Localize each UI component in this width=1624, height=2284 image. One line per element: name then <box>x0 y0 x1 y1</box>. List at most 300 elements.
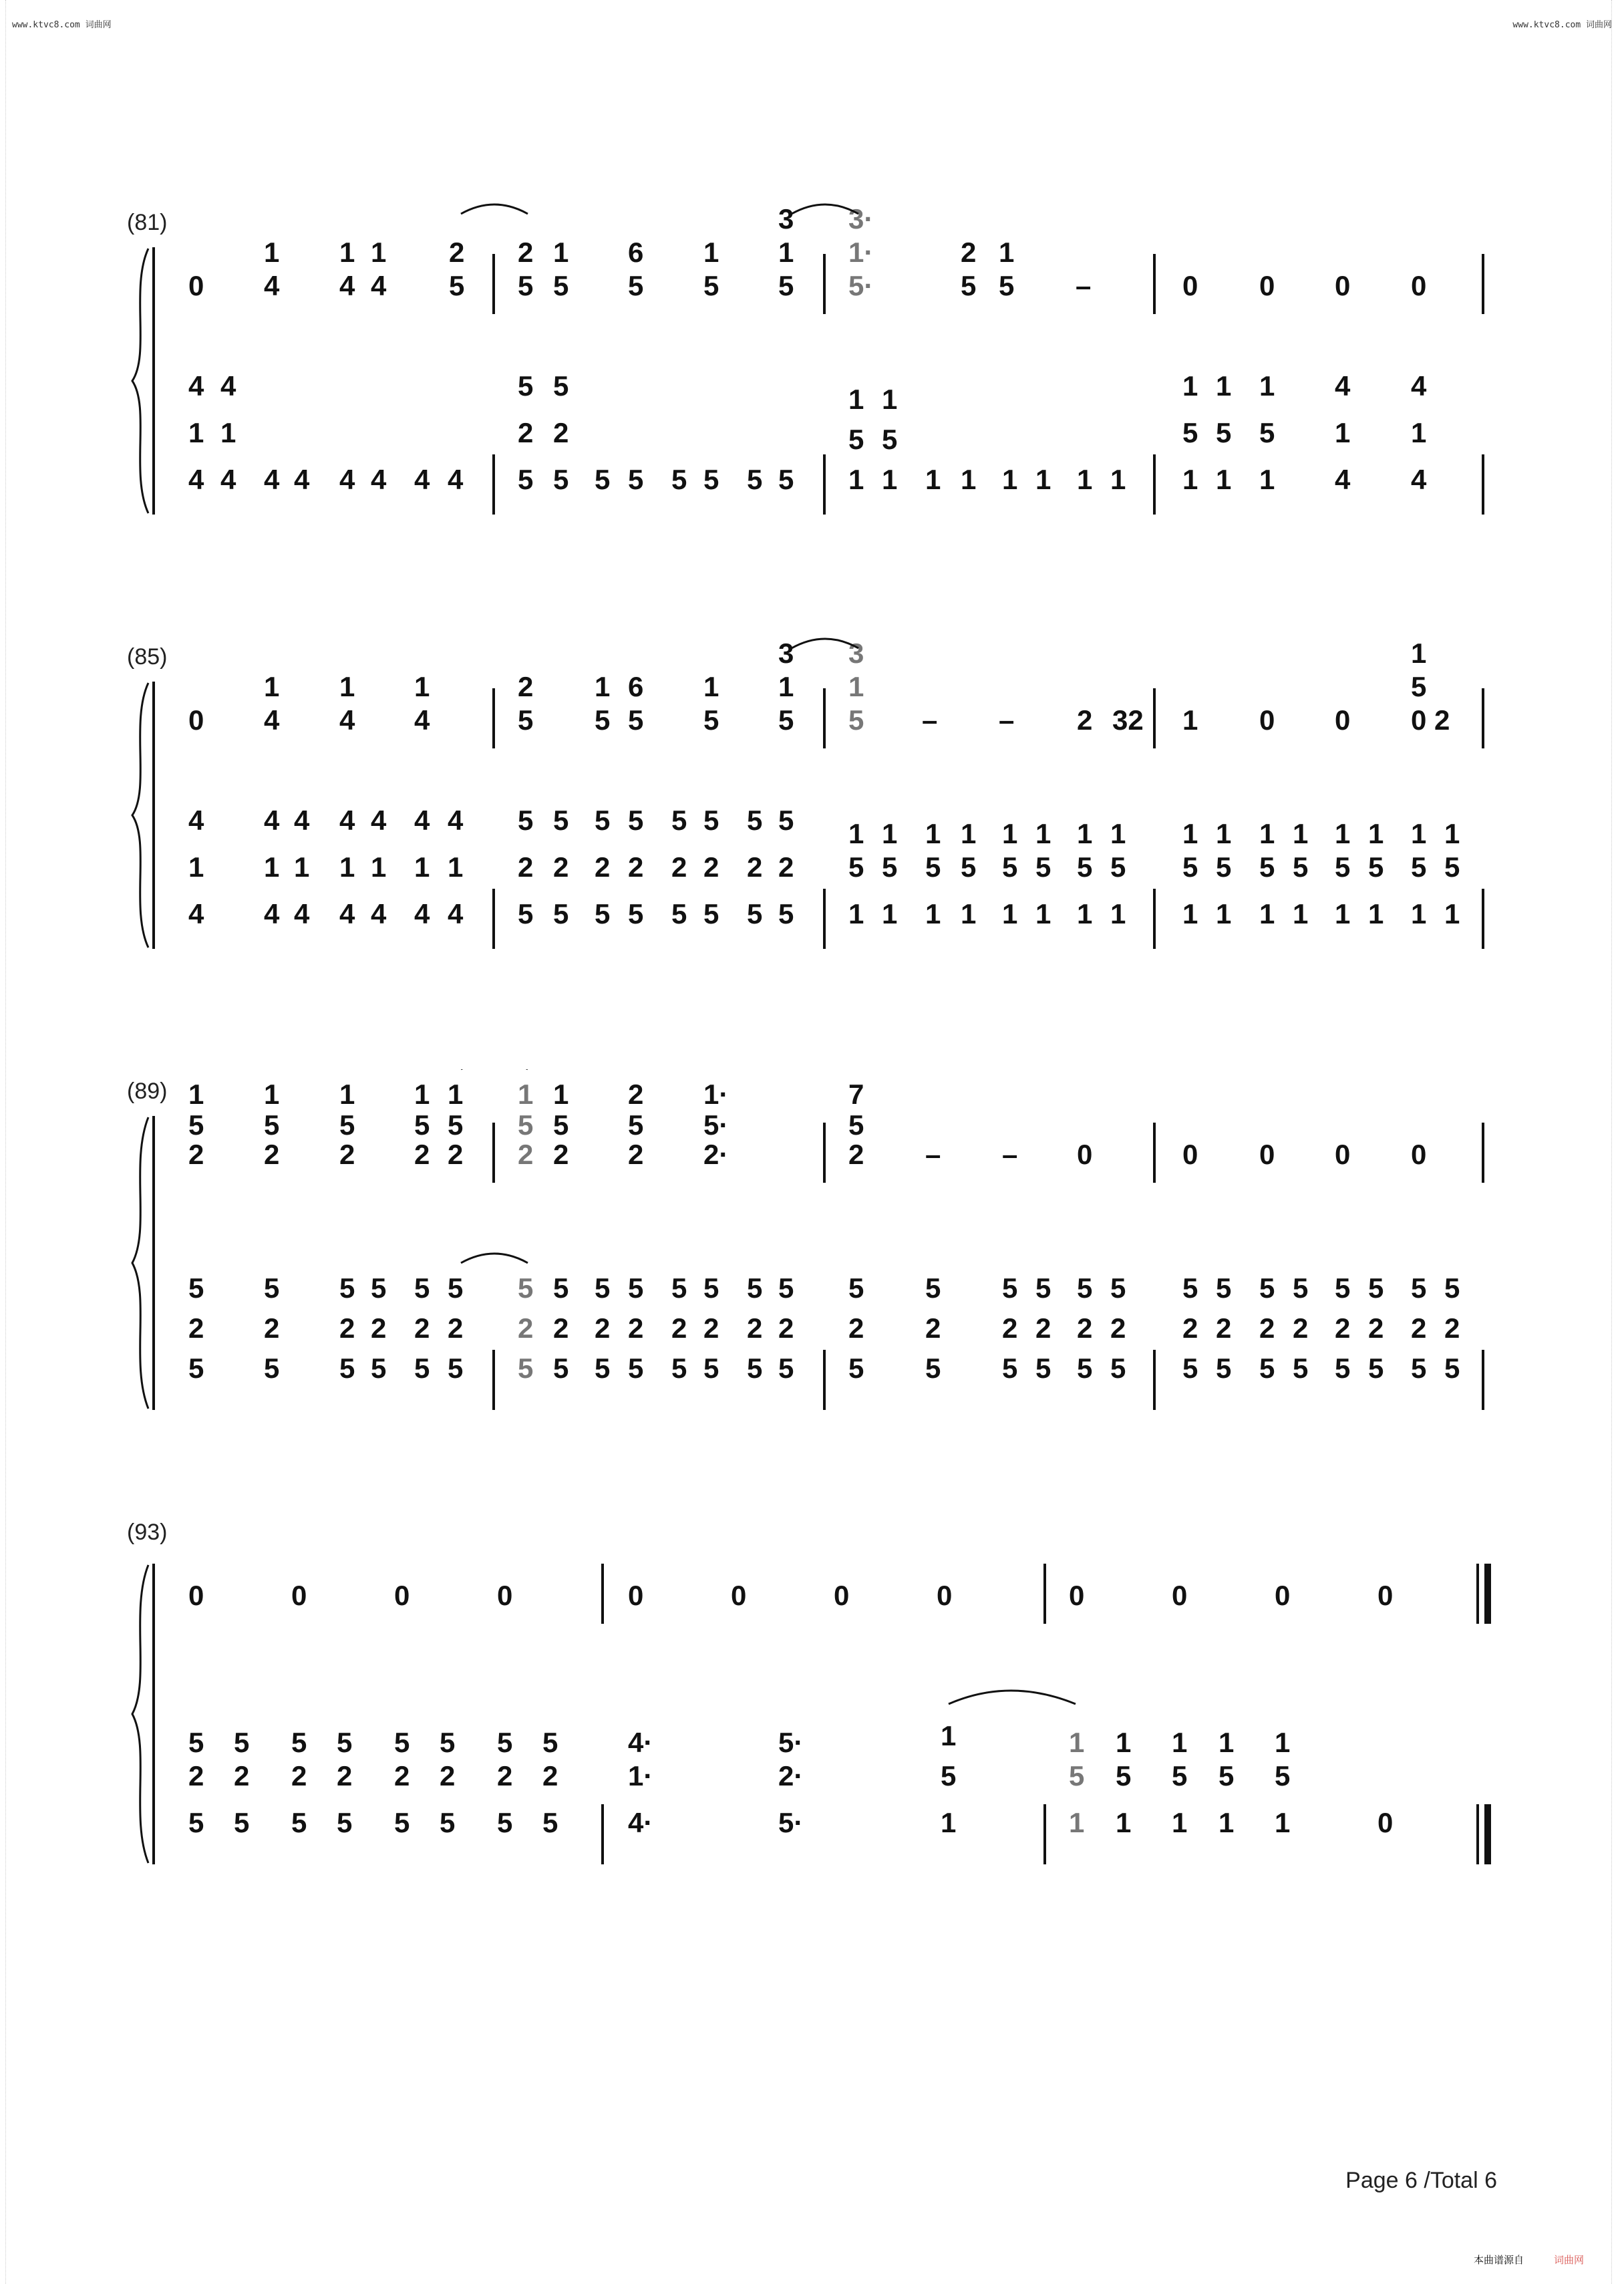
svg-text:–: – <box>925 1139 941 1170</box>
svg-text:1: 1 <box>553 237 569 268</box>
measure-number: (93) <box>127 1520 168 1545</box>
svg-text:5: 5 <box>1172 1760 1188 1792</box>
svg-text:1: 1 <box>999 237 1015 268</box>
svg-text:1: 1 <box>1259 464 1275 495</box>
svg-text:1·: 1· <box>703 1079 729 1110</box>
svg-text:2: 2 <box>628 1139 644 1170</box>
svg-text:4: 4 <box>371 464 387 495</box>
svg-text:2: 2 <box>371 1312 387 1344</box>
svg-text:1: 1 <box>414 851 430 883</box>
svg-text:2: 2 <box>848 1312 864 1344</box>
svg-text:1: 1 <box>1110 898 1126 930</box>
svg-text:5: 5 <box>628 704 644 736</box>
svg-text:0: 0 <box>188 1580 204 1611</box>
svg-text:1: 1 <box>339 237 355 268</box>
svg-text:2: 2 <box>1077 704 1093 736</box>
svg-text:2: 2 <box>337 1760 353 1792</box>
svg-text:1: 1 <box>1335 818 1351 849</box>
system-81 <box>0 200 1624 521</box>
svg-text:5: 5 <box>925 1352 941 1384</box>
svg-text:5: 5 <box>1444 851 1460 883</box>
svg-text:6: 6 <box>628 237 644 268</box>
svg-text:1: 1 <box>188 1079 204 1110</box>
svg-text:2: 2 <box>518 1312 534 1344</box>
svg-text:5: 5 <box>414 1272 430 1304</box>
svg-text:5·: 5· <box>778 1807 804 1838</box>
svg-text:4: 4 <box>264 464 280 495</box>
svg-text:1: 1 <box>1444 818 1460 849</box>
svg-text:5: 5 <box>1259 1272 1275 1304</box>
svg-text:0: 0 <box>1069 1580 1085 1611</box>
svg-text:5: 5 <box>671 898 687 930</box>
svg-text:2: 2 <box>518 671 534 702</box>
svg-text:5: 5 <box>703 898 719 930</box>
svg-text:0: 0 <box>1335 1139 1351 1170</box>
svg-text:5: 5 <box>234 1807 250 1838</box>
svg-text:5: 5 <box>778 270 794 301</box>
measure-number: (81) <box>127 210 168 235</box>
svg-text:1: 1 <box>518 1079 534 1110</box>
svg-text:4: 4 <box>264 270 280 301</box>
svg-text:1·: 1· <box>848 237 874 268</box>
svg-text:1: 1 <box>1293 818 1309 849</box>
svg-text:2: 2 <box>1182 1312 1198 1344</box>
svg-text:1: 1 <box>1216 370 1232 402</box>
svg-text:1: 1 <box>448 851 464 883</box>
svg-text:5: 5 <box>234 1727 250 1758</box>
svg-text:1: 1 <box>1411 898 1427 930</box>
svg-text:2: 2 <box>1002 1312 1018 1344</box>
svg-text:5: 5 <box>394 1807 410 1838</box>
svg-text:1: 1 <box>848 671 864 702</box>
svg-text:4: 4 <box>220 370 236 402</box>
svg-text:2: 2 <box>628 851 644 883</box>
svg-text:2: 2 <box>925 1312 941 1344</box>
svg-text:5: 5 <box>1077 1272 1093 1304</box>
svg-text:1: 1 <box>848 464 864 495</box>
svg-text:1: 1 <box>188 417 204 448</box>
svg-text:2: 2 <box>291 1760 307 1792</box>
svg-text:1: 1 <box>882 898 898 930</box>
svg-text:5: 5 <box>1077 851 1093 883</box>
svg-text:1: 1 <box>1077 898 1093 930</box>
svg-text:0: 0 <box>1335 270 1351 301</box>
svg-text:2: 2 <box>553 1139 569 1170</box>
note: 0 <box>188 270 204 301</box>
svg-text:1: 1 <box>925 818 941 849</box>
svg-text:2: 2 <box>628 1312 644 1344</box>
svg-text:0: 0 <box>1411 1139 1427 1170</box>
svg-text:2: 2 <box>264 1139 280 1170</box>
svg-text:4: 4 <box>339 270 355 301</box>
svg-text:1: 1 <box>1216 818 1232 849</box>
svg-text:1: 1 <box>1116 1807 1132 1838</box>
svg-text:5: 5 <box>1335 851 1351 883</box>
svg-text:5: 5 <box>1035 1272 1051 1304</box>
svg-text:0: 0 <box>188 704 204 736</box>
svg-text:1: 1 <box>1444 898 1460 930</box>
svg-text:0: 0 <box>1182 1139 1198 1170</box>
svg-text:2: 2 <box>553 417 569 448</box>
svg-text:1: 1 <box>882 384 898 415</box>
svg-text:4: 4 <box>339 898 355 930</box>
svg-text:5: 5 <box>595 1352 611 1384</box>
svg-text:2: 2 <box>1216 1312 1232 1344</box>
svg-text:–: – <box>922 704 938 736</box>
svg-text:5: 5 <box>778 1272 794 1304</box>
svg-text:1: 1 <box>1275 1807 1291 1838</box>
svg-text:1: 1 <box>941 1720 957 1751</box>
svg-text:1: 1 <box>1110 818 1126 849</box>
svg-text:1: 1 <box>371 851 387 883</box>
svg-text:5: 5 <box>1035 851 1051 883</box>
svg-text:2: 2 <box>1444 1312 1460 1344</box>
svg-text:1: 1 <box>1411 637 1427 669</box>
svg-text:0: 0 <box>1077 1139 1093 1170</box>
svg-text:1: 1 <box>1002 898 1018 930</box>
svg-text:1: 1 <box>294 851 310 883</box>
svg-text:4: 4 <box>339 805 355 836</box>
svg-text:5: 5 <box>518 1272 534 1304</box>
svg-text:4: 4 <box>448 898 464 930</box>
svg-text:2: 2 <box>1110 1312 1126 1344</box>
svg-text:4: 4 <box>264 805 280 836</box>
svg-text:4: 4 <box>1411 464 1427 495</box>
svg-text:5: 5 <box>1411 1272 1427 1304</box>
svg-text:0: 0 <box>1259 704 1275 736</box>
svg-text:5: 5 <box>595 805 611 836</box>
svg-text:5: 5 <box>188 1352 204 1384</box>
svg-text:5: 5 <box>440 1727 456 1758</box>
svg-text:2: 2 <box>448 1139 464 1170</box>
svg-text:1: 1 <box>1110 464 1126 495</box>
svg-text:0: 0 <box>937 1580 953 1611</box>
svg-text:4: 4 <box>414 898 430 930</box>
svg-text:1: 1 <box>414 671 430 702</box>
svg-text:3: 3 <box>778 637 794 669</box>
svg-text:2: 2 <box>703 851 719 883</box>
system-notation <box>0 635 1624 956</box>
svg-text:7: 7 <box>848 1079 864 1110</box>
svg-text:2: 2 <box>264 1312 280 1344</box>
svg-text:2: 2 <box>518 237 534 268</box>
svg-text:1: 1 <box>1259 370 1275 402</box>
svg-text:0: 0 <box>291 1580 307 1611</box>
svg-text:1: 1 <box>1182 818 1198 849</box>
svg-text:2: 2 <box>1035 1312 1051 1344</box>
header-left: www.ktvc8.com 词曲网 <box>12 20 112 30</box>
svg-text:32: 32 <box>1112 704 1144 736</box>
svg-text:5: 5 <box>394 1727 410 1758</box>
svg-text:5: 5 <box>747 1272 763 1304</box>
svg-text:5: 5 <box>518 805 534 836</box>
measure-number: (85) <box>127 644 168 670</box>
svg-text:5: 5 <box>1335 1352 1351 1384</box>
svg-text:5: 5 <box>291 1807 307 1838</box>
svg-text:1: 1 <box>264 1079 280 1110</box>
svg-text:5: 5 <box>553 898 569 930</box>
svg-text:5: 5 <box>703 1352 719 1384</box>
svg-text:2: 2 <box>595 1312 611 1344</box>
svg-text:1: 1 <box>1182 370 1198 402</box>
svg-text:5: 5 <box>1182 1272 1198 1304</box>
svg-text:2: 2 <box>518 1139 534 1170</box>
svg-text:–: – <box>1076 270 1092 301</box>
svg-text:5: 5 <box>1368 1352 1384 1384</box>
svg-text:0: 0 <box>1275 1580 1291 1611</box>
svg-text:5: 5 <box>518 1109 534 1141</box>
svg-text:5: 5 <box>595 898 611 930</box>
svg-text:5: 5 <box>1216 1352 1232 1384</box>
svg-text:0: 0 <box>1377 1807 1394 1838</box>
svg-text:2: 2 <box>414 1139 430 1170</box>
svg-text:5: 5 <box>1002 1272 1018 1304</box>
svg-text:3: 3 <box>848 637 864 669</box>
svg-text:2: 2 <box>1293 1312 1309 1344</box>
svg-text:2: 2 <box>518 417 534 448</box>
system-93 <box>0 1510 1624 1884</box>
svg-text:5·: 5· <box>848 270 874 301</box>
svg-text:4: 4 <box>371 270 387 301</box>
svg-text:1: 1 <box>848 898 864 930</box>
svg-text:2: 2 <box>595 851 611 883</box>
svg-text:5: 5 <box>448 1352 464 1384</box>
svg-text:5: 5 <box>1110 1352 1126 1384</box>
svg-text:4: 4 <box>414 464 430 495</box>
svg-text:2: 2 <box>542 1760 558 1792</box>
svg-text:5: 5 <box>188 1272 204 1304</box>
svg-text:1: 1 <box>1219 1807 1235 1838</box>
svg-text:0: 0 <box>1335 704 1351 736</box>
svg-text:5: 5 <box>628 1272 644 1304</box>
svg-text:2: 2 <box>778 1312 794 1344</box>
svg-text:1: 1 <box>882 464 898 495</box>
svg-text:0: 0 <box>1259 1139 1275 1170</box>
svg-text:5: 5 <box>1216 417 1232 448</box>
svg-text:4: 4 <box>294 898 310 930</box>
svg-text:5: 5 <box>941 1760 957 1792</box>
svg-text:5: 5 <box>518 270 534 301</box>
svg-text:2: 2 <box>1411 1312 1427 1344</box>
svg-text:1: 1 <box>1069 1727 1085 1758</box>
svg-text:5: 5 <box>1411 671 1427 702</box>
svg-text:5: 5 <box>671 1352 687 1384</box>
svg-text:1: 1 <box>1172 1727 1188 1758</box>
svg-text:5: 5 <box>1216 851 1232 883</box>
svg-text:5: 5 <box>553 805 569 836</box>
svg-text:5: 5 <box>1335 1272 1351 1304</box>
system-notation <box>0 1510 1624 1884</box>
svg-text:2: 2 <box>1335 1312 1351 1344</box>
svg-text:5: 5 <box>595 464 611 495</box>
svg-text:5: 5 <box>414 1109 430 1141</box>
svg-text:1: 1 <box>371 237 387 268</box>
svg-text:5: 5 <box>703 704 719 736</box>
svg-text:5: 5 <box>848 1109 864 1141</box>
svg-text:5: 5 <box>1411 1352 1427 1384</box>
svg-text:5: 5 <box>1110 851 1126 883</box>
svg-text:1: 1 <box>1293 898 1309 930</box>
svg-text:1: 1 <box>961 464 977 495</box>
svg-text:0: 0 <box>497 1580 513 1611</box>
svg-text:5: 5 <box>1116 1760 1132 1792</box>
svg-text:5: 5 <box>1293 1272 1309 1304</box>
svg-text:0: 0 <box>1259 270 1275 301</box>
svg-text:1: 1 <box>925 898 941 930</box>
svg-text:1: 1 <box>961 898 977 930</box>
svg-text:5: 5 <box>264 1109 280 1141</box>
svg-text:5: 5 <box>1002 1352 1018 1384</box>
svg-text:1: 1 <box>778 237 794 268</box>
svg-text:2: 2 <box>188 1760 204 1792</box>
svg-text:4: 4 <box>371 805 387 836</box>
svg-text:–: – <box>999 704 1015 736</box>
svg-text:5: 5 <box>542 1807 558 1838</box>
svg-text:5: 5 <box>553 1352 569 1384</box>
svg-text:4: 4 <box>188 464 204 495</box>
svg-text:1: 1 <box>925 464 941 495</box>
svg-text:1: 1 <box>264 671 280 702</box>
page-indicator: Page 6 /Total 6 <box>1345 2168 1497 2193</box>
svg-text:4: 4 <box>188 370 204 402</box>
svg-text:3·: 3· <box>848 203 874 235</box>
svg-text:5: 5 <box>188 1109 204 1141</box>
svg-text:5: 5 <box>703 805 719 836</box>
svg-text:5: 5 <box>703 464 719 495</box>
system-notation <box>0 200 1624 521</box>
svg-text:1: 1 <box>778 671 794 702</box>
footer-site-label: 词曲网 <box>1553 2255 1584 2266</box>
svg-text:1: 1 <box>848 384 864 415</box>
svg-text:2: 2 <box>339 1312 355 1344</box>
svg-text:1: 1 <box>1411 818 1427 849</box>
svg-text:5: 5 <box>291 1727 307 1758</box>
svg-text:5: 5 <box>371 1352 387 1384</box>
svg-text:2: 2 <box>1259 1312 1275 1344</box>
svg-text:5: 5 <box>553 270 569 301</box>
svg-text:5: 5 <box>628 1352 644 1384</box>
svg-text:1: 1 <box>1116 1727 1132 1758</box>
svg-text:5: 5 <box>518 370 534 402</box>
svg-text:2·: 2· <box>703 1139 729 1170</box>
svg-text:1: 1 <box>414 1079 430 1110</box>
svg-text:4: 4 <box>294 805 310 836</box>
svg-text:2: 2 <box>961 237 977 268</box>
svg-text:0: 0 <box>394 1580 410 1611</box>
svg-text:0: 0 <box>731 1580 747 1611</box>
header-right: www.ktvc8.com 词曲网 <box>1512 20 1612 30</box>
svg-text:5: 5 <box>848 704 864 736</box>
svg-text:4: 4 <box>371 898 387 930</box>
svg-text:1: 1 <box>1035 898 1051 930</box>
svg-text:5: 5 <box>449 270 465 301</box>
svg-text:1: 1 <box>1069 1807 1085 1838</box>
svg-text:2: 2 <box>234 1760 250 1792</box>
svg-text:2·: 2· <box>778 1760 804 1792</box>
svg-text:5: 5 <box>553 370 569 402</box>
svg-text:5: 5 <box>628 1109 644 1141</box>
system-85 <box>0 635 1624 956</box>
svg-text:1: 1 <box>1077 818 1093 849</box>
svg-text:2: 2 <box>448 1312 464 1344</box>
svg-text:4: 4 <box>264 898 280 930</box>
svg-text:5: 5 <box>778 898 794 930</box>
svg-text:5: 5 <box>999 270 1015 301</box>
svg-text:2: 2 <box>414 1312 430 1344</box>
svg-text:5: 5 <box>264 1352 280 1384</box>
svg-text:1: 1 <box>1172 1807 1188 1838</box>
svg-text:5: 5 <box>1259 851 1275 883</box>
svg-text:2: 2 <box>778 851 794 883</box>
svg-text:5: 5 <box>595 704 611 736</box>
svg-text:1: 1 <box>961 818 977 849</box>
svg-text:4: 4 <box>294 464 310 495</box>
svg-text:5: 5 <box>1411 851 1427 883</box>
svg-text:1: 1 <box>1411 417 1427 448</box>
svg-text:1: 1 <box>339 671 355 702</box>
svg-text:5: 5 <box>1035 1352 1051 1384</box>
svg-text:5·: 5· <box>703 1109 729 1141</box>
svg-text:5: 5 <box>703 270 719 301</box>
svg-text:4: 4 <box>1335 464 1351 495</box>
svg-text:5: 5 <box>1182 417 1198 448</box>
svg-text:5: 5 <box>778 1352 794 1384</box>
svg-text:2: 2 <box>747 1312 763 1344</box>
svg-text:4: 4 <box>414 704 430 736</box>
svg-text:2: 2 <box>339 1139 355 1170</box>
svg-text:1: 1 <box>848 818 864 849</box>
svg-text:5: 5 <box>337 1727 353 1758</box>
svg-text:5: 5 <box>1077 1352 1093 1384</box>
svg-text:4: 4 <box>220 464 236 495</box>
svg-text:5: 5 <box>747 805 763 836</box>
system-89 <box>0 1069 1624 1417</box>
svg-text:5: 5 <box>1219 1760 1235 1792</box>
svg-text:2: 2 <box>188 1312 204 1344</box>
svg-text:1: 1 <box>1259 818 1275 849</box>
svg-text:2: 2 <box>440 1760 456 1792</box>
svg-text:5: 5 <box>747 1352 763 1384</box>
svg-text:5: 5 <box>628 270 644 301</box>
svg-text:5: 5 <box>1444 1272 1460 1304</box>
svg-text:5: 5 <box>1275 1760 1291 1792</box>
svg-text:1·: 1· <box>628 1760 653 1792</box>
svg-text:5: 5 <box>518 704 534 736</box>
svg-text:4: 4 <box>339 464 355 495</box>
svg-text:2: 2 <box>497 1760 513 1792</box>
svg-text:5: 5 <box>1182 1352 1198 1384</box>
svg-text:1: 1 <box>448 1079 464 1110</box>
svg-text:1: 1 <box>703 671 719 702</box>
svg-text:6: 6 <box>628 671 644 702</box>
svg-text:2: 2 <box>671 851 687 883</box>
footer-source-label: 本曲谱源自 <box>1473 2255 1524 2266</box>
svg-text:5: 5 <box>747 464 763 495</box>
svg-text:1: 1 <box>188 851 204 883</box>
svg-text:5: 5 <box>671 1272 687 1304</box>
svg-text:5: 5 <box>1444 1352 1460 1384</box>
svg-text:5: 5 <box>848 851 864 883</box>
svg-text:1: 1 <box>1182 464 1198 495</box>
svg-text:5: 5 <box>703 1272 719 1304</box>
svg-text:5: 5 <box>628 464 644 495</box>
svg-text:5: 5 <box>961 851 977 883</box>
svg-text:5: 5 <box>882 424 898 455</box>
svg-text:1: 1 <box>1035 464 1051 495</box>
svg-text:1: 1 <box>264 851 280 883</box>
svg-text:1: 1 <box>553 1079 569 1110</box>
svg-text:5: 5 <box>337 1807 353 1838</box>
